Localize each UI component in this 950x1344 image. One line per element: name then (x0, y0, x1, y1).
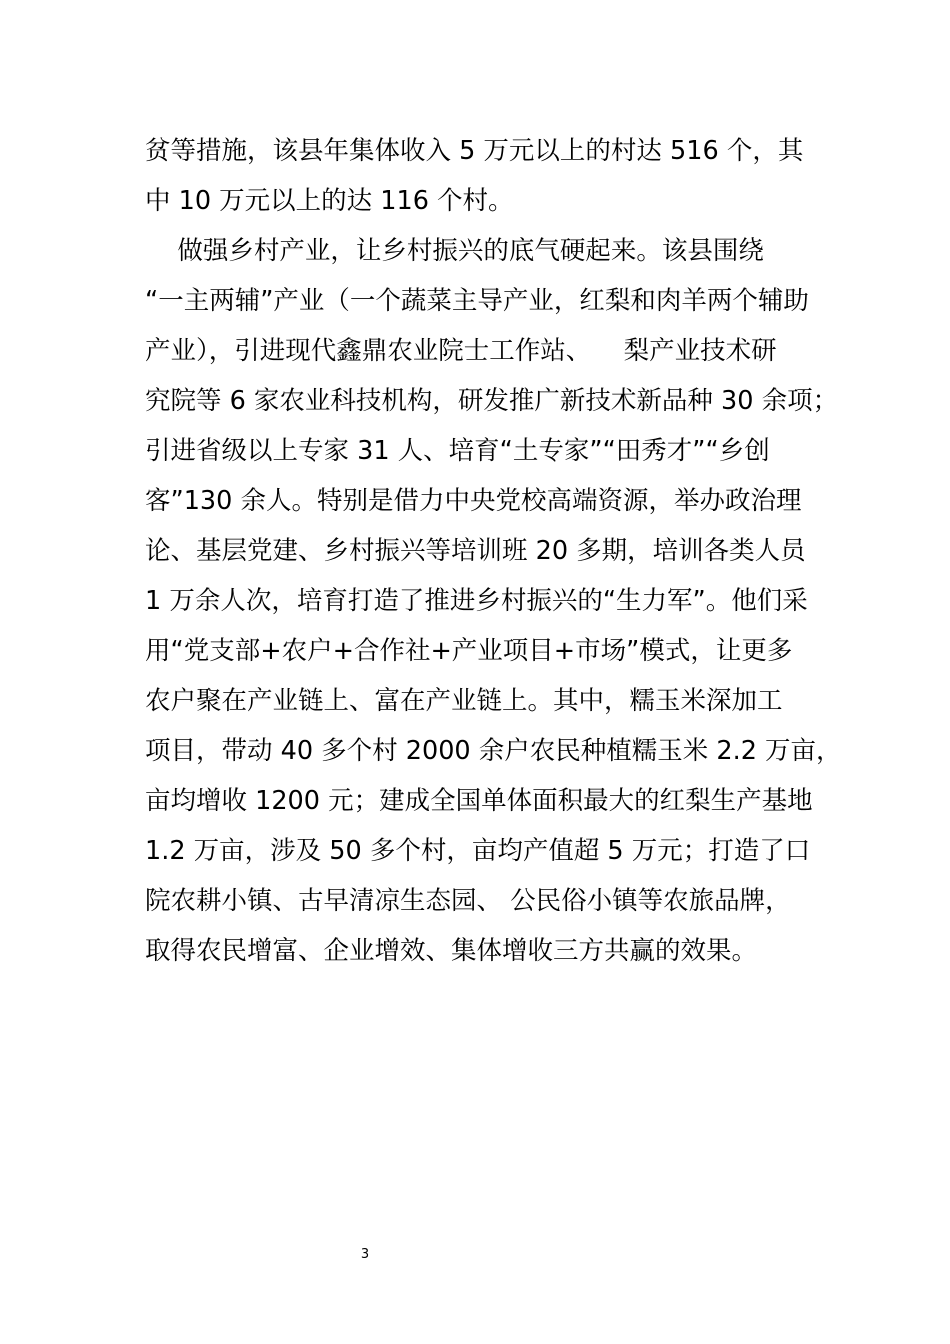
text-line: 客”130 余人。特别是借力中央党校高端资源，举办政治理 (145, 486, 802, 516)
text-line: 引进省级以上专家 31 人、培育“土专家”“田秀才”“乡创 (145, 436, 770, 466)
paragraph-start-line: 做强乡村产业，让乡村振兴的底气硬起来。该县围绕 (145, 236, 764, 266)
text-line: 取得农民增富、企业增效、集体增收三方共赢的效果。 (145, 936, 758, 966)
text-line: 1.2 万亩，涉及 50 多个村，亩均产值超 5 万元；打造了口 (145, 836, 811, 866)
text-line: 用“党支部+农户+合作社+产业项目+市场”模式，让更多 (145, 636, 793, 666)
text-line: 论、基层党建、乡村振兴等培训班 20 多期，培训各类人员 (145, 536, 806, 566)
text-line: 院农耕小镇、古早清凉生态园、 公民俗小镇等农旅品牌， (145, 886, 791, 916)
text-line: 贫等措施，该县年集体收入 5 万元以上的村达 516 个，其 (145, 136, 804, 166)
text-line: 究院等 6 家农业科技机构，研发推广新技术新品种 30 余项； (145, 386, 839, 416)
text-line: “一主两辅”产业（一个蔬菜主导产业，红梨和肉羊两个辅助 (145, 286, 809, 316)
text-line: 1 万余人次，培育打造了推进乡村振兴的“生力军”。他们采 (145, 586, 808, 616)
page-number: 3 (360, 1247, 370, 1262)
text-line: 亩均增收 1200 元；建成全国单体面积最大的红梨生产基地 (145, 786, 813, 816)
text-line: 项目，带动 40 多个村 2000 余户农民种植糯玉米 2.2 万亩， (145, 736, 842, 766)
text-line: 农户聚在产业链上、富在产业链上。其中，糯玉米深加工 (145, 686, 783, 716)
text-line: 产业），引进现代鑫鼎农业院士工作站、 梨产业技术研 (145, 336, 777, 366)
text-line: 中 10 万元以上的达 116 个村。 (145, 186, 514, 216)
